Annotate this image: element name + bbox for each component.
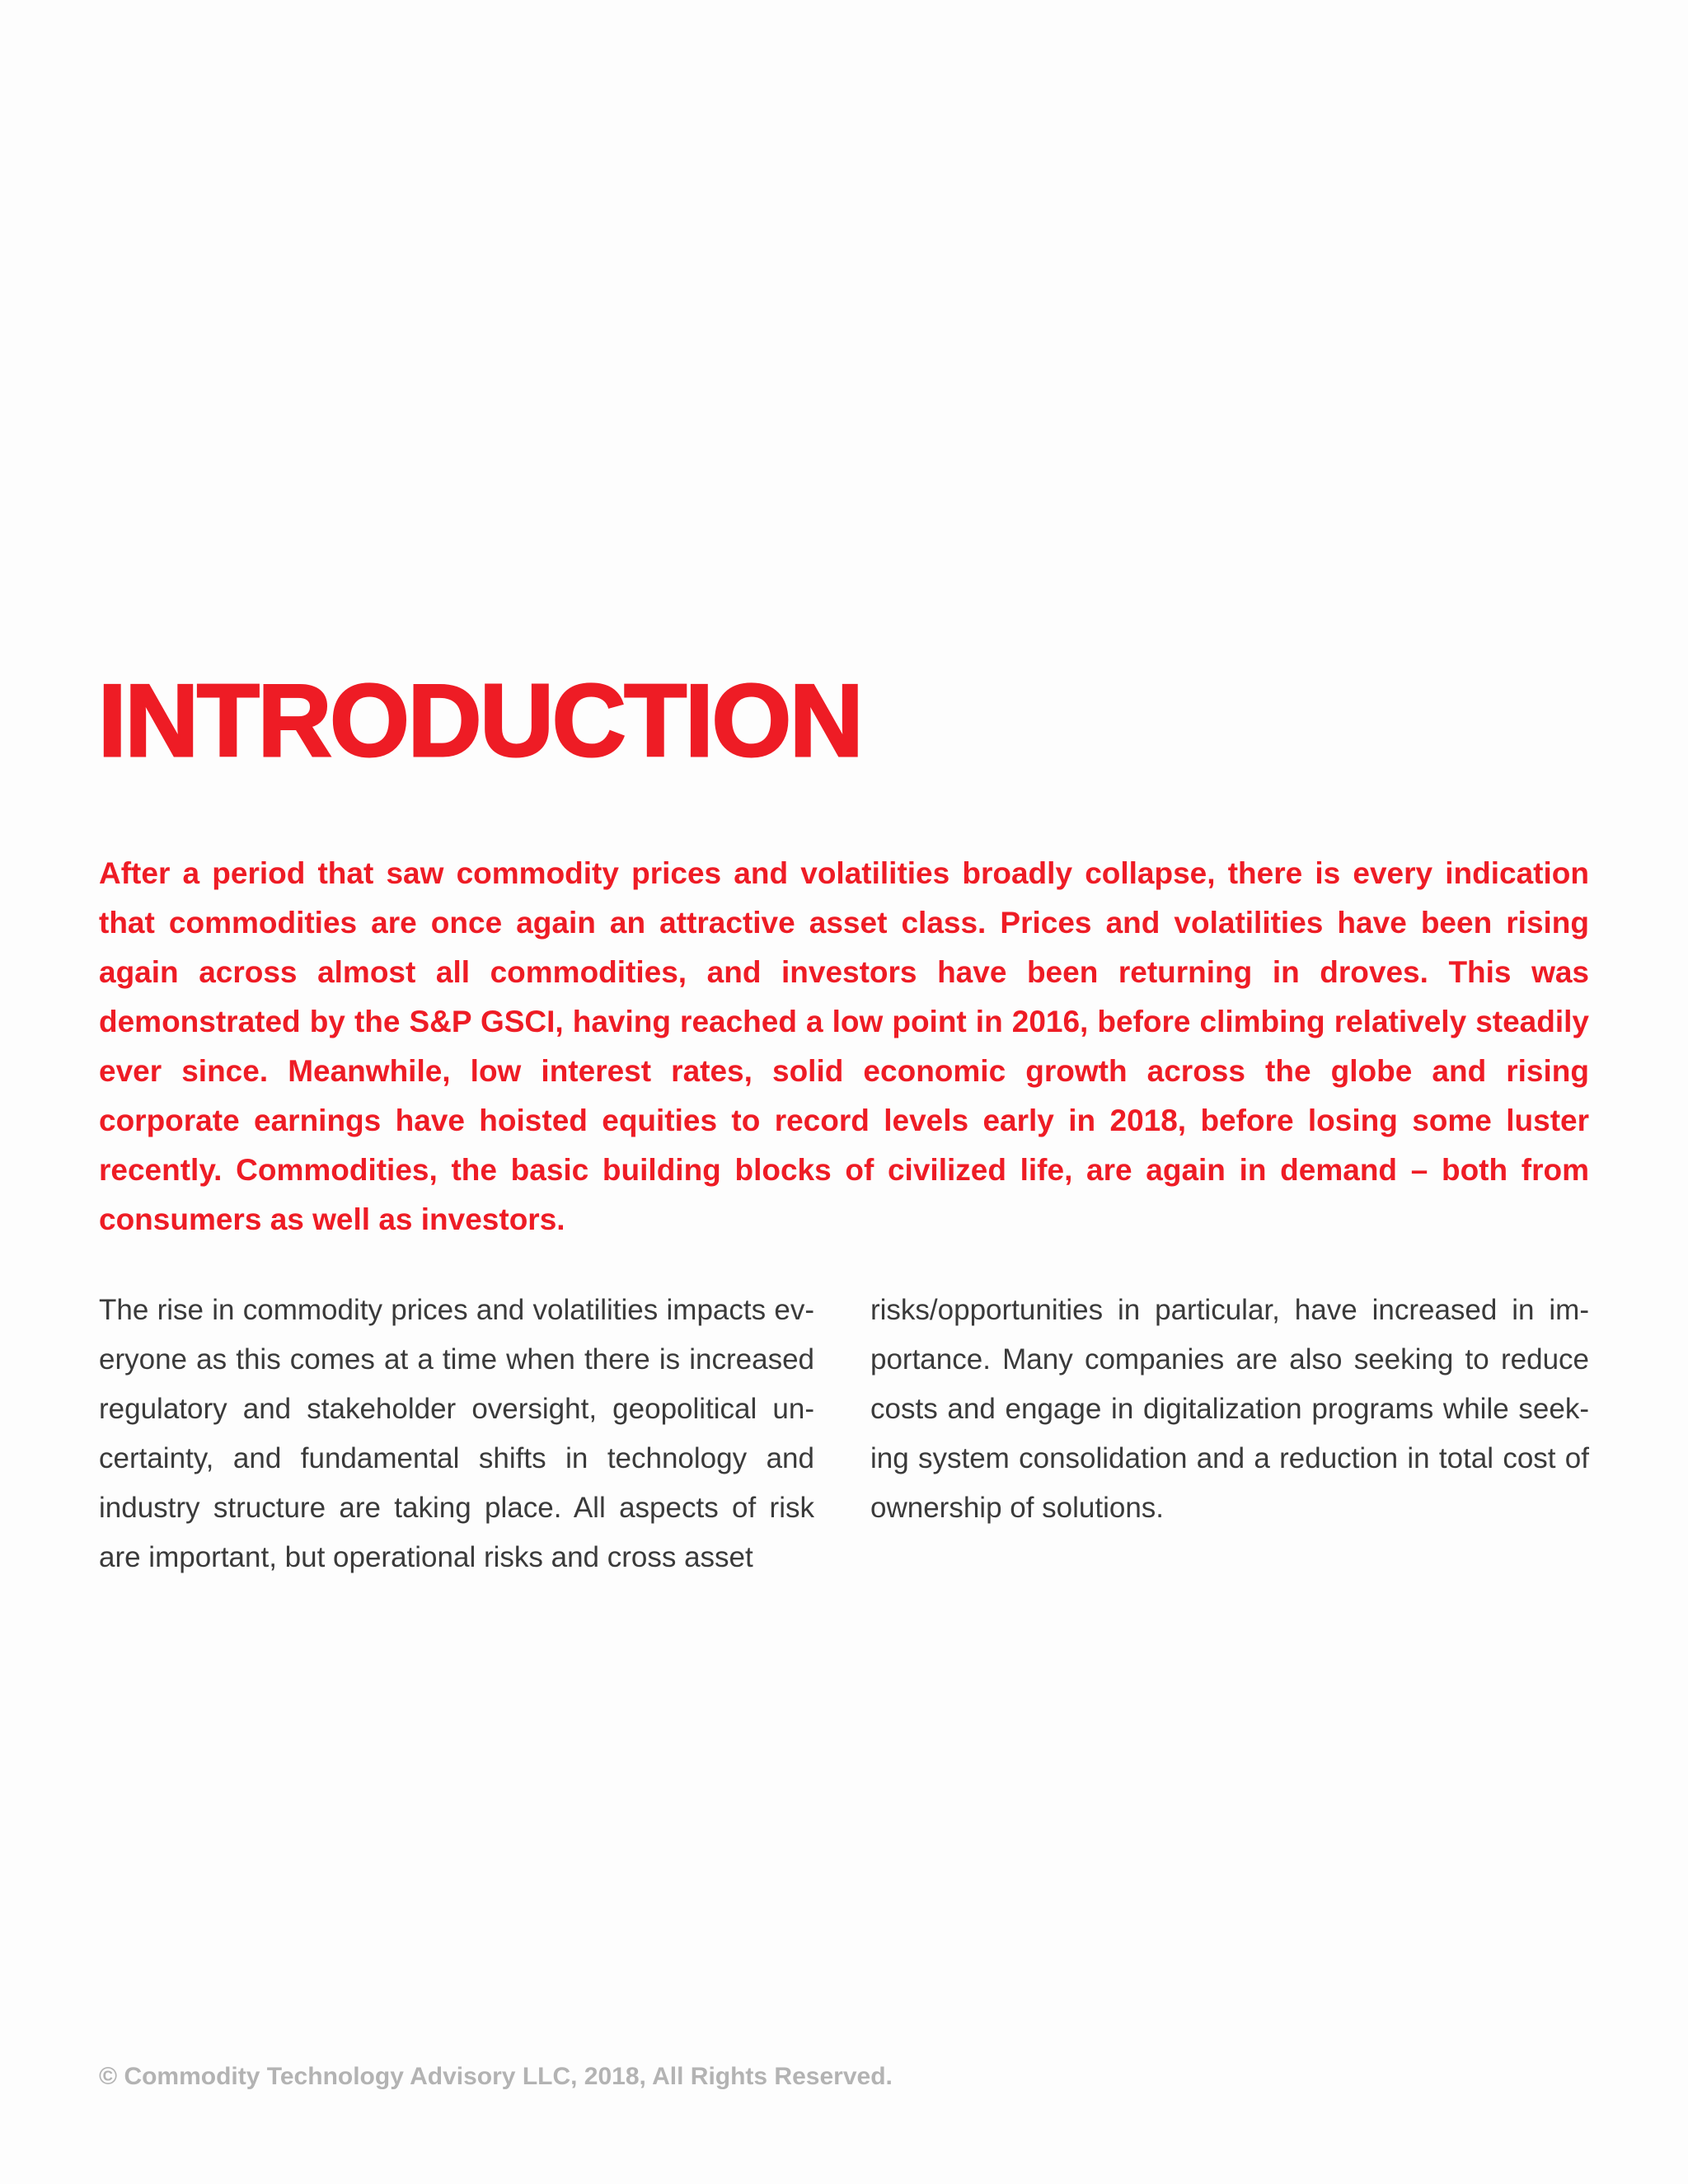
lead-paragraph: After a period that saw commodity prices and volatilities broadly collapse, there is every indication that commodities are once again an attractive asset class. Prices and volatilities have been rising again across almost all commodities, and investors have been returning in droves. This was demonstrated by the S&P GSCI, having reached a low point in 2016, before climbing relatively steadily ever since. Meanwhile, low interest rates, solid economic growth across the globe and rising corporate earnings have hoisted equities to record levels early in 2018, before losing some luster recently. Commodities, the basic building blocks of civilized life, are again in demand – both from consumers as well as investors.: [99, 856, 1589, 1236]
copyright-footer: © Commodity Technology Advisory LLC, 2018, All Rights Reserved.: [99, 2063, 893, 2090]
page-title: INTRODUCTION: [98, 664, 862, 778]
body-column-right: risks/opportunities in particular, have increased in importance. Many companies are also seeking to reduce costs and engage in digitalization programs while seeking system consolidation and a reduction in total cost of ownership of solutions.: [870, 1294, 1589, 1524]
body-columns: [99, 1286, 1589, 1582]
body-column-left: The rise in commodity prices and volatilities impacts everyone as this comes at a time when there is increased regulatory and stakeholder oversight, geopolitical uncertainty, and fundamental shifts in technology and industry structure are taking place. All aspects of risk are important, but operational risks and cross asset: [99, 1294, 814, 1573]
